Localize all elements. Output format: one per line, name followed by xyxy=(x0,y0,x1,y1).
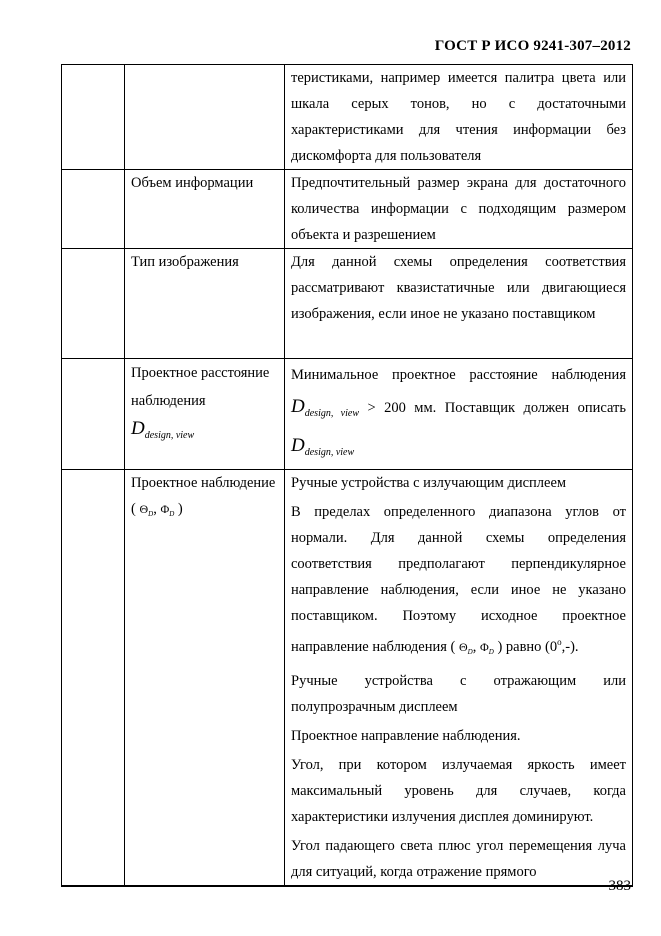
param-label: Проектное наблюдение ( xyxy=(131,475,276,517)
value-cell xyxy=(285,65,633,170)
phi-symbol: Φ xyxy=(479,639,489,654)
document-header: ГОСТ Р ИСО 9241-307–2012 xyxy=(434,38,631,54)
empty-cell xyxy=(62,359,125,470)
theta-symbol: Θ xyxy=(458,639,468,654)
value-cell xyxy=(285,470,633,886)
value-text: Предпочтительный размер экрана для достаточного количества информации с подходящим размером объекта и разрешением xyxy=(291,175,626,243)
table-row xyxy=(62,470,633,886)
value-cell xyxy=(285,170,633,249)
table-row xyxy=(62,359,633,470)
table-row xyxy=(62,249,633,359)
theta-symbol: Θ xyxy=(139,502,149,516)
value-cell xyxy=(285,249,633,359)
param-cell: Проектное наблюдение ( $\Theta_D$, $\Phi_D$ ) xyxy=(125,470,285,886)
table-row xyxy=(62,170,633,249)
empty-cell xyxy=(62,170,125,249)
value-text: Проектное направление наблюдения. xyxy=(291,727,521,744)
design-distance-subscript: design, view xyxy=(304,447,355,458)
value-text: Для данной схемы определения соответствия рассматривают квазистатичные или двигающиеся изображения, если иное не указано поставщиком xyxy=(291,254,626,322)
page-number: 383 xyxy=(608,878,631,894)
value-text: В пределах определенного диапазона углов от нормали. Для данной схемы определения соответствия предполагают перпендикулярное направление наблюдения, если иное не указано поставщиком. Поэтому исходное проектное направление наблюдения ( $\Theta_D$, $\Phi_D$ ) равно (0$^o$,-). xyxy=(291,504,626,656)
param-cell xyxy=(125,170,285,249)
design-distance-symbol: D xyxy=(131,418,145,439)
empty-cell xyxy=(62,65,125,170)
design-distance-symbol: D xyxy=(291,435,305,456)
value-text: Ручные устройства с излучающим дисплеем xyxy=(291,475,567,491)
empty-cell xyxy=(62,470,125,886)
design-distance-subscript: design, view xyxy=(304,408,359,419)
design-distance-subscript: design, view xyxy=(144,430,195,441)
value-text: Угол падающего света плюс угол перемещения луча для ситуаций, когда отражение прямого xyxy=(291,837,626,880)
phi-symbol: Φ xyxy=(160,502,170,516)
requirements-table xyxy=(61,64,633,887)
param-cell xyxy=(125,65,285,170)
value-text: Угол, при котором излучаемая яркость имеет максимальный уровень для случаев, когда характеристики излучения дисплея доминируют. xyxy=(291,756,626,825)
value-text: Минимальное проектное расстояние наблюдения xyxy=(291,367,626,383)
value-text: Ручные устройства с отражающим или полупрозрачным дисплеем xyxy=(291,672,626,715)
param-cell xyxy=(125,249,285,359)
degree-mark: o xyxy=(557,637,562,647)
value-text: теристиками, например имеется палитра цвета или шкала серых тонов, но с достаточными характеристиками для чтения информации без дискомфорта для пользователя xyxy=(291,70,626,164)
empty-cell xyxy=(62,249,125,359)
param-label: Проектное расстояние наблюдения xyxy=(131,365,270,409)
param-cell xyxy=(125,359,285,470)
design-distance-symbol: D xyxy=(291,396,305,417)
param-label: Тип изображения xyxy=(131,254,239,270)
table-row xyxy=(62,65,633,170)
value-cell xyxy=(285,359,633,470)
param-label: Объем информации xyxy=(131,175,254,191)
value-text: > 200 мм. Поставщик должен описать xyxy=(367,400,626,416)
